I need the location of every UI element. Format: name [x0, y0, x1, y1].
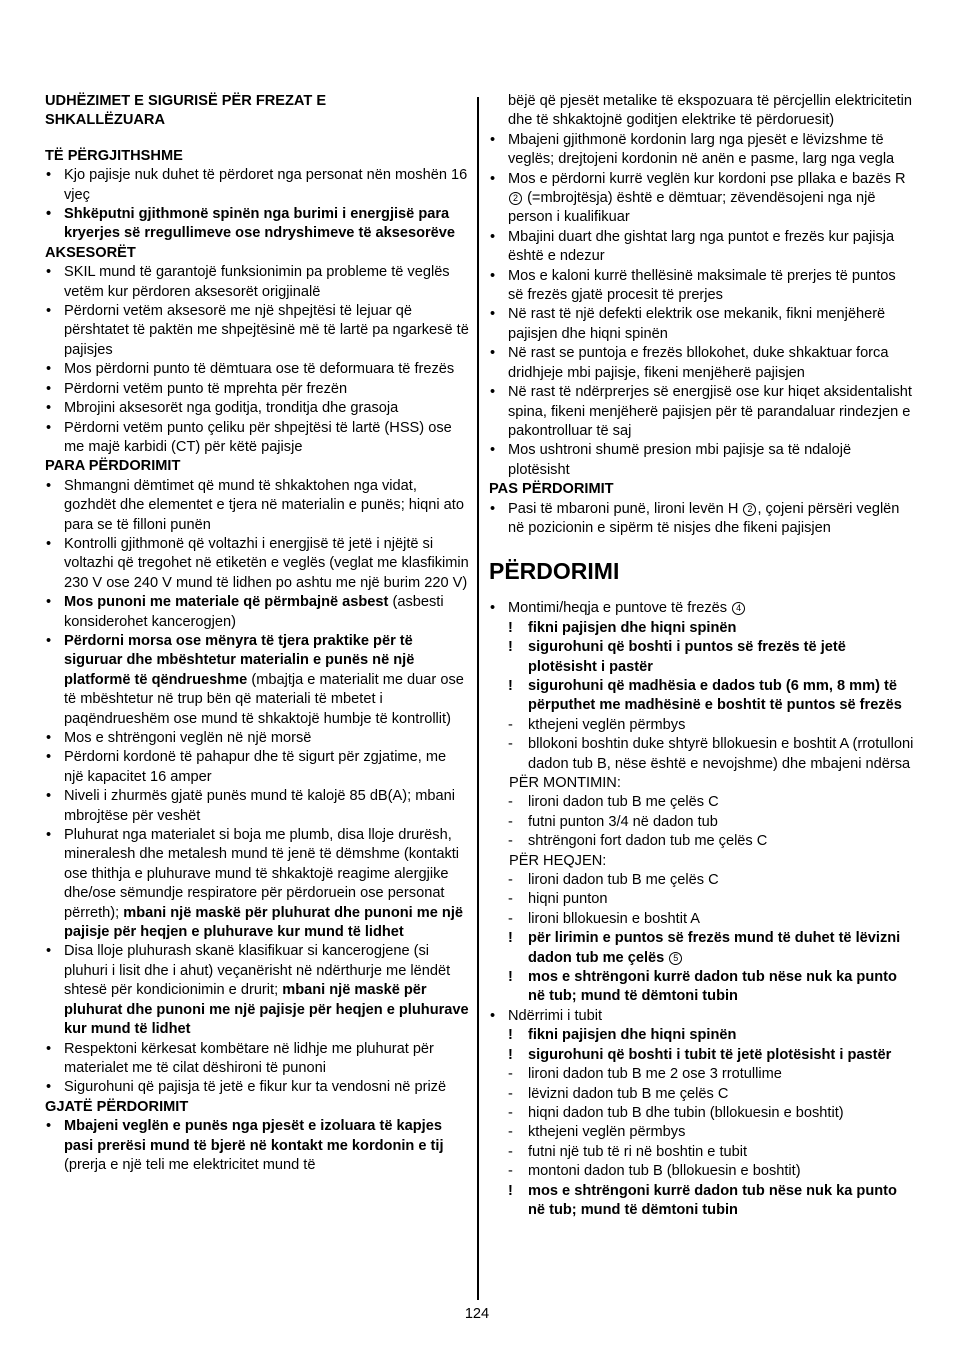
list-item: • Disa lloje pluhurash skanë klasifikuar si kancerogjene (si pluhuri i lisit dhe i ahut) veçanërisht në ndërthurje me lëndët shtesë për kondicionimin e drurit; mbani një maskë për pluhurat dhe punoni me një pajisje për heqjen e pluhurave kur mund të lidhet — [46, 943, 469, 1038]
list-item: • SKIL mund të garantojë funksionimin pa probleme të veglës vetëm kur përdoren aksesorët origjinalë — [46, 264, 450, 300]
figure-ref-2: 2 — [509, 192, 522, 205]
step-item: - lironi dadon tub B me 2 ose 3 rrotullime — [508, 1066, 782, 1083]
figure-ref-5: 5 — [669, 952, 682, 965]
list-item: • Mbajeni veglën e punës nga pjesët e izoluara të kapjes pasi prerësi mund të bjerë në kontakt me kordonin e tij (prerja e një teli me elektricitet mund të — [46, 1118, 444, 1173]
column-divider — [477, 97, 479, 1300]
step-item: - kthejeni veglën përmbys — [508, 1124, 686, 1141]
list-item: • Në rast se puntoja e frezës bllokohet, duke shkaktuar forca dridhjeje mbi pajisje, fikeni menjëherë pajisjen — [490, 345, 889, 381]
list-item: • Niveli i zhurmës gjatë punës mund të kalojë 85 dB(A); mbani mbrojtëse për veshët — [46, 788, 455, 824]
step-item: - hiqni dadon tub B dhe tubin (bllokuesin e boshtit) — [508, 1104, 844, 1121]
warning-item: ! mos e shtrëngoni kurrë dadon tub nëse nuk ka punto në tub; mund të dëmtoni tubin — [508, 969, 897, 1005]
list-item: • Respektoni kërkesat kombëtare në lidhje me pluhurat për materialet me të cilat dëshironi të punoni — [46, 1040, 434, 1076]
list-item: • Pluhurat nga materialet si boja me plumb, disa lloje drurësh, mineralesh dhe metalesh mund të jenë të dëmshme (kontakti ose thithja e pluhurave mund të shkaktojë reagime alergjike dhe/ose sëmundje respiratore për përdoruein ose personat përreth); mbani një maskë për pluhurat dhe punoni me një pajisje për heqjen e pluhurave kur mund të lidhet — [46, 827, 463, 941]
list-item-continued: bëjë që pjesët metalike të ekspozuara të përcjellin elektricitetin dhe të shkaktojnë goditjen elektrike të përdoruesit) — [508, 93, 912, 129]
section-title: PËRDORIMI — [489, 558, 620, 585]
step-item: - montoni dadon tub B (bllokuesin e boshtit) — [508, 1163, 801, 1180]
step-item: - lëvizni dadon tub B me çelës C — [508, 1085, 729, 1102]
figure-ref-2: 2 — [743, 503, 756, 516]
list-item: • Përdorni morsa ose mënyra të tjera praktike për të siguruar dhe mbështetur materialin e punës në një platformë të qëndrueshme (mbajtja e materialit me duar ose të mbështetur në trup bën që materiali të mbetet i paqëndrueshëm ose mund të shkaktojë humbje të kontrollit) — [46, 632, 464, 727]
step-item: - lironi dadon tub B me çelës C — [508, 794, 719, 811]
list-item: • Përdorni vetëm punto të mprehta për frezën — [46, 380, 348, 397]
warning-item: ! për lirimin e puntos së frezës mund të duhet të lëvizni dadon tub me çelës 5 — [508, 930, 901, 966]
list-item: • Në rast të ndërprerjes së energjisë ose kur hiqet aksidentalisht spina, fikeni menjëherë pajisjen për të parandaluar rindezjen e pakontrolluar të saj — [490, 384, 912, 439]
list-item: • Në rast të një defekti elektrik ose mekanik, fikni menjëherë pajisjen dhe hiqni spinën — [490, 306, 886, 342]
list-item: • Montimi/heqja e puntove të frezës 4 — [489, 599, 914, 618]
list-item: • Shkëputni gjithmonë spinën nga burimi i energjisë para kryerjes së rregullimeve ose ndryshimeve të aksesorëve — [46, 206, 456, 242]
list-item: • Mos e përdorni kurrë veglën kur kordoni pse pllaka e bazës R 2 (=mbrojtësja) është e dëmtuar; zëvendësojeni nga një person i kualifikuar — [490, 170, 906, 226]
step-item: - futni punton 3/4 në dadon tub — [508, 813, 718, 830]
general-heading: TË PËRGJITHSHME — [45, 147, 183, 164]
list-item: • Mos punoni me materiale që përmbajnë asbest (asbesti konsiderohet kancerogjen) — [46, 594, 444, 630]
list-item: • Ndërrimi i tubit — [490, 1007, 603, 1024]
warning-item: ! fikni pajisjen dhe hiqni spinën — [508, 619, 737, 636]
step-item: - bllokoni boshtin duke shtyrë bllokuesin e boshtit A (rrotulloni dadon tub B, nëse është e nevojshme) dhe mbajeni ndërsa — [508, 736, 914, 772]
during-use-heading: GJATË PËRDORIMIT — [45, 1098, 189, 1115]
list-item: • Kontrolli gjithmonë që voltazhi i energjisë të jetë i njëjtë si voltazhi që tregohet në etiketën e veglës (veglat me klasfikimin 230 V ose 240 V mund të lidhen po ashtu me një burim 220 V) — [46, 535, 469, 591]
warning-item: ! sigurohuni që boshti i tubit të jetë plotësisht i pastër — [508, 1046, 892, 1063]
list-item: • Kjo pajisje nuk duhet të përdoret nga personat nën moshën 16 vjeç — [46, 167, 468, 203]
warning-item: ! sigurohuni që boshti i puntos së frezës të jetë plotësisht i pastër — [508, 639, 846, 675]
accessories-heading: AKSESORËT — [45, 244, 136, 261]
list-item: • Mbrojini aksesorët nga goditja, tronditja dhe grasoja — [46, 400, 399, 417]
step-item: - kthejeni veglën përmbys — [508, 716, 686, 733]
step-item: - shtrëngoni fort dadon tub me çelës C — [508, 833, 768, 850]
warning-item: ! mos e shtrëngoni kurrë dadon tub nëse nuk ka punto në tub; mund të dëmtoni tubin — [508, 1182, 897, 1218]
list-item: • Përdorni vetëm punto çeliku për shpejtësi të lartë (HSS) ose me majë karbidi (CT) për këtë pajisje — [46, 419, 452, 455]
safety-title: UDHËZIMET E SIGURISË PËR FREZAT E SHKALLËZUARA — [45, 93, 327, 129]
list-item: • Mos ushtroni shumë presion mbi pajisje sa të ndalojë plotësisht — [490, 442, 852, 478]
list-item: • Shmangni dëmtimet që mund të shkaktohen nga vidat, gozhdët dhe elementet e tjera në materialin e punës; hiqni ato para se të filloni punën — [46, 477, 464, 533]
step-item: - hiqni punton — [508, 891, 608, 908]
page-number: 124 — [464, 1306, 490, 1322]
list-item: • Mos përdorni punto të dëmtuara ose të deformuara të frezës — [46, 361, 455, 378]
figure-ref-4: 4 — [732, 602, 745, 615]
step-item: - lironi dadon tub B me çelës C — [508, 872, 719, 889]
right-column — [489, 92, 914, 1220]
step-item: - lironi bllokuesin e boshtit A — [508, 910, 700, 927]
left-column — [45, 92, 469, 1175]
step-item: - futni një tub të ri në boshtin e tubit — [508, 1143, 748, 1160]
list-item: • Mbajeni gjithmonë kordonin larg nga pjesët e lëvizshme të veglës; drejtojeni kordonin në anën e pasme, larg nga vegla — [490, 131, 895, 168]
warning-item: ! fikni pajisjen dhe hiqni spinën — [508, 1027, 737, 1044]
list-item: • Përdorni vetëm aksesorë me një shpejtësi të lejuar që përshtatet të paktën me shpejtësinë më të lartë pa ngarkesë të pajisjes — [46, 303, 469, 358]
list-item: • Mbajini duart dhe gishtat larg nga puntot e frezës kur pajisja është e ndezur — [490, 228, 895, 265]
list-item: • Mos e shtrëngoni veglën në një morsë — [46, 730, 312, 746]
warning-item: ! sigurohuni që madhësia e dados tub (6 mm, 8 mm) të përputhet me madhësinë e boshtit të puntos së frezës — [508, 677, 902, 714]
list-item: • Pasi të mbaroni punë, lironi levën H 2 , çojeni përsëri veglën në pozicionin e sipërm të nisjes dhe fikeni pajisjen — [490, 500, 900, 536]
list-item: • Mos e kaloni kurrë thellësinë maksimale të prerjes të puntos së frezës gjatë procesit të prerjes — [490, 267, 896, 304]
sub-heading: PËR HEQJEN: — [509, 852, 607, 869]
after-use-heading: PAS PËRDORIMIT — [489, 481, 614, 498]
before-use-heading: PARA PËRDORIMIT — [45, 458, 181, 475]
sub-heading: PËR MONTIMIN: — [509, 775, 621, 791]
list-item: • Përdorni kordonë të pahapur dhe të sigurt për zgjatime, me një kapacitet 16 amper — [46, 749, 447, 785]
list-item: • Sigurohuni që pajisja të jetë e fikur kur ta vendosni në prizë — [46, 1079, 447, 1096]
